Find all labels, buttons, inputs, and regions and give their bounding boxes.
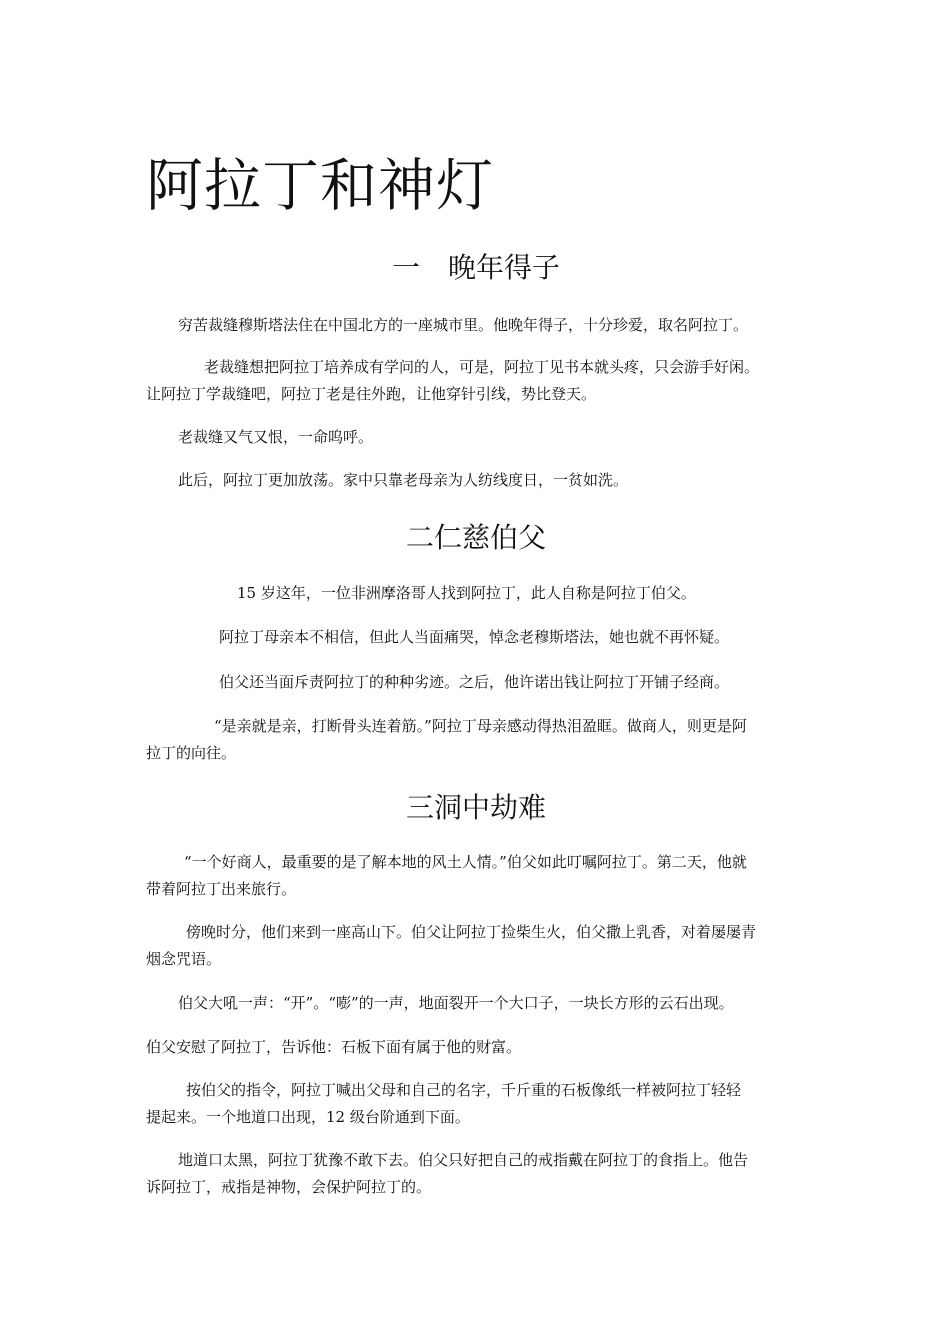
- paragraph-line: 此后，阿拉丁更加放荡。家中只靠老母亲为人纺线度日，一贫如洗。: [178, 471, 629, 489]
- paragraph: [146, 624, 810, 651]
- paragraph-line: 地道口太黑，阿拉丁犹豫不敢下去。伯父只好把自己的戒指戴在阿拉丁的食指上。他告: [178, 1151, 749, 1169]
- paragraph: [146, 1077, 810, 1131]
- paragraph-line: 老裁缝想把阿拉丁培养成有学问的人，可是，阿拉丁见书本就头疼，只会游手好闲。: [204, 358, 760, 376]
- section-heading-1: 一 晚年得子: [391, 251, 560, 284]
- paragraph: [146, 580, 810, 607]
- section-heading-2: 二仁慈伯父: [405, 521, 546, 554]
- paragraph-line: 傍晚时分，他们来到一座高山下。伯父让阿拉丁捡柴生火，伯父撒上乳香，对着屡屡青: [186, 923, 757, 941]
- paragraph-line: 诉阿拉丁，戒指是神物，会保护阿拉丁的。: [146, 1178, 432, 1196]
- document-title: 阿拉丁和神灯: [146, 153, 494, 219]
- paragraph-line: 提起来。一个地道口出现，12 级台阶通到下面。: [146, 1108, 470, 1126]
- paragraph: [146, 354, 810, 408]
- paragraph-line: 阿拉丁母亲本不相信，但此人当面痛哭，悼念老穆斯塔法，她也就不再怀疑。: [219, 628, 730, 646]
- paragraph: [146, 919, 810, 973]
- paragraph: [146, 713, 810, 767]
- paragraph-line: 穷苦裁缝穆斯塔法住在中国北方的一座城市里。他晚年得子，十分珍爱，取名阿拉丁。: [178, 316, 749, 334]
- paragraph-line: 拉丁的向往。: [146, 744, 237, 762]
- paragraph: [146, 424, 810, 451]
- paragraph-line: 带着阿拉丁出来旅行。: [146, 880, 297, 898]
- paragraph-line: 伯父还当面斥责阿拉丁的种种劣迹。之后，他许诺出钱让阿拉丁开铺子经商。: [219, 673, 730, 691]
- paragraph: [146, 669, 810, 696]
- paragraph-line: 让阿拉丁学裁缝吧，阿拉丁老是往外跑，让他穿针引线，势比登天。: [146, 385, 597, 403]
- paragraph-line: “是亲就是亲，打断骨头连着筋。”阿拉丁母亲感动得热泪盈眶。做商人，则更是阿: [214, 717, 747, 735]
- paragraph: [146, 312, 810, 339]
- paragraph-line: 伯父安慰了阿拉丁，告诉他：石板下面有属于他的财富。: [146, 1038, 522, 1056]
- paragraph: [146, 1147, 810, 1201]
- paragraph: [146, 467, 810, 494]
- paragraph-line: 按伯父的指令，阿拉丁喊出父母和自己的名字，千斤重的石板像纸一样被阿拉丁轻轻: [186, 1081, 742, 1099]
- paragraph: [146, 990, 810, 1017]
- section-heading-3: 三洞中劫难: [405, 791, 546, 824]
- paragraph-line: 老裁缝又气又恨，一命呜呼。: [178, 428, 374, 446]
- paragraph-line: “一个好商人，最重要的是了解本地的风土人情。”伯父如此叮嘱阿拉丁。第二天，他就: [184, 853, 747, 871]
- paragraph: [146, 1034, 810, 1061]
- paragraph: [146, 849, 810, 903]
- paragraph-line: 烟念咒语。: [146, 950, 222, 968]
- paragraph-line: 伯父大吼一声：“开”。“嘭”的一声，地面裂开一个大口子，一块长方形的云石出现。: [178, 994, 734, 1012]
- paragraph-line: 15 岁这年，一位非洲摩洛哥人找到阿拉丁，此人自称是阿拉丁伯父。: [237, 584, 696, 602]
